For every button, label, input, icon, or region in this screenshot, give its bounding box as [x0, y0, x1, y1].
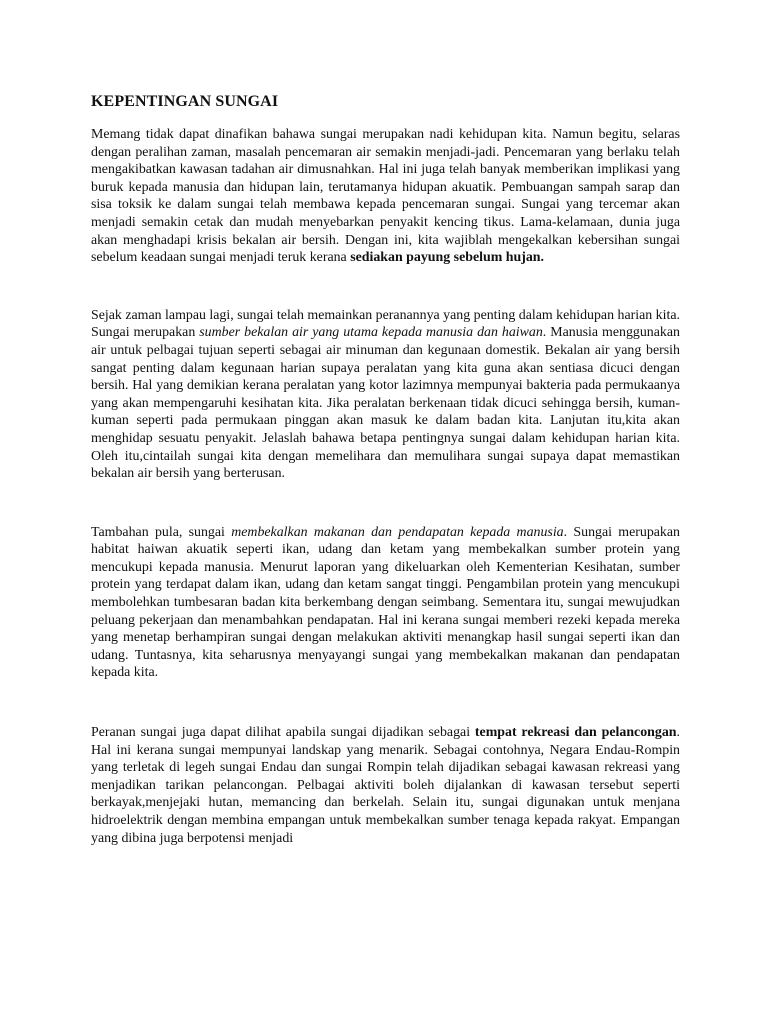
paragraph-1-text: Memang tidak dapat dinafikan bahawa sungai merupakan nadi kehidupan kita. Namun begitu, selaras dengan peralihan zaman, masalah pencemaran air semakin menjadi-jadi. Pencemaran yang berlaku telah mengakibatkan kawasan tadahan air dimusnahkan. Hal ini juga telah banyak memberikan implikasi yang buruk kepada manusia dan hidupan lain, terutamanya hidupan akuatik. Pembuangan sampah sarap dan sisa toksik ke dalam sungai telah membawa kepada pencemaran sungai. Sungai yang tercemar akan menjadi semakin cetak dan mudah menyebarkan penyakit kencing tikus. Lama-kelamaan, dunia juga akan menghadapi krisis bekalan air bersih. Dengan ini, kita wajiblah mengekalkan kebersihan sungai sebelum keadaan sungai menjadi teruk kerana [91, 127, 680, 266]
paragraph-4-bold-phrase: tempat rekreasi dan pelancongan [474, 725, 677, 741]
paragraph-2-text-start: Sejak zaman lampau lagi, sungai telah memainkan peranannya yang penting dalam kehidupan harian kita. Sungai merupakan [91, 307, 680, 341]
document-title: KEPENTINGAN SUNGAI [91, 93, 279, 110]
document-page [91, 92, 680, 847]
paragraph-2-text-end: . Manusia menggunakan air untuk pelbagai tujuan seperti sebagai air minuman dan kegunaan domestik. Bekalan air yang bersih sangat penting dalam kegunaan harian supaya peralatan yang kita guna akan sentiasa dicuci dengan bersih. Hal yang demikian kerana peralatan yang kotor lazimnya mempunyai bakteria pada permukaanya yang akan mempengaruhi kesihatan kita. Jika peralatan berkenaan tidak dicuci sehingga bersih, kuman-kuman seperti pada permukaan pinggan akan masuk ke dalam badan kita. Lanjutan itu,kita akan menghidap sesuatu penyakit. Jelaslah bahawa betapa pentingnya sungai dalam kehidupan harian kita. Oleh itu,cintailah sungai kita dengan memelihara dan memulihara sungai supaya dapat memastikan bekalan air bersih yang berterusan. [91, 325, 680, 482]
paragraph-3-italic-phrase: membekalkan makanan dan pendapatan kepada manusia [231, 524, 564, 540]
paragraph-4 [91, 724, 680, 847]
paragraph-3-text-start: Tambahan pula, sungai [91, 524, 232, 540]
paragraph-4-text-start: Peranan sungai juga dapat dilihat apabila sungai dijadikan sebagai [91, 725, 475, 741]
paragraph-2-italic-phrase: sumber bekalan air yang utama kepada manusia dan haiwan [199, 325, 543, 341]
paragraph-4-text-end: . Hal ini kerana sungai mempunyai landskap yang menarik. Sebagai contohnya, Negara Endau-Rompin yang terletak di legeh sungai Endau dan sungai Rompin telah dijadikan sebagai kawasan rekreasi yang menjadikan tarikan pelancongan. Pelbagai aktiviti boleh dijalankan di kawasan tersebut seperti berkayak,menjejaki hutan, memancing dan berkelah. Selain itu, sungai digunakan untuk menjana hidroelektrik dengan membina empangan untuk membekalkan sumber tenaga kepada rakyat. Empangan yang dibina juga berpotensi menjadi [91, 725, 680, 846]
paragraph-1 [91, 126, 680, 267]
paragraph-2 [91, 307, 680, 483]
paragraph-1-bold-phrase: sediakan payung sebelum hujan. [350, 250, 544, 266]
paragraph-3-text-end: . Sungai merupakan habitat haiwan akuatik seperti ikan, udang dan ketam yang membekalkan sumber protein yang mencukupi kepada manusia. Menurut laporan yang dikeluarkan oleh Kementerian Kesihatan, sumber protein yang terdapat dalam ikan, udang dan ketam sangat tinggi. Pengambilan protein yang mencukupi membolehkan tumbesaran badan kita berkembang dengan seimbang. Sementara itu, sungai mewujudkan peluang pekerjaan dan menambahkan pendapatan. Hal ini kerana sungai memberi rezeki kepada mereka yang menetap berhampiran sungai dengan melakukan aktiviti menangkap hasil sungai seperti ikan dan udang. Tuntasnya, kita seharusnya menyayangi sungai yang membekalkan makanan dan pendapatan kepada kita. [91, 524, 680, 681]
paragraph-3 [91, 524, 680, 682]
